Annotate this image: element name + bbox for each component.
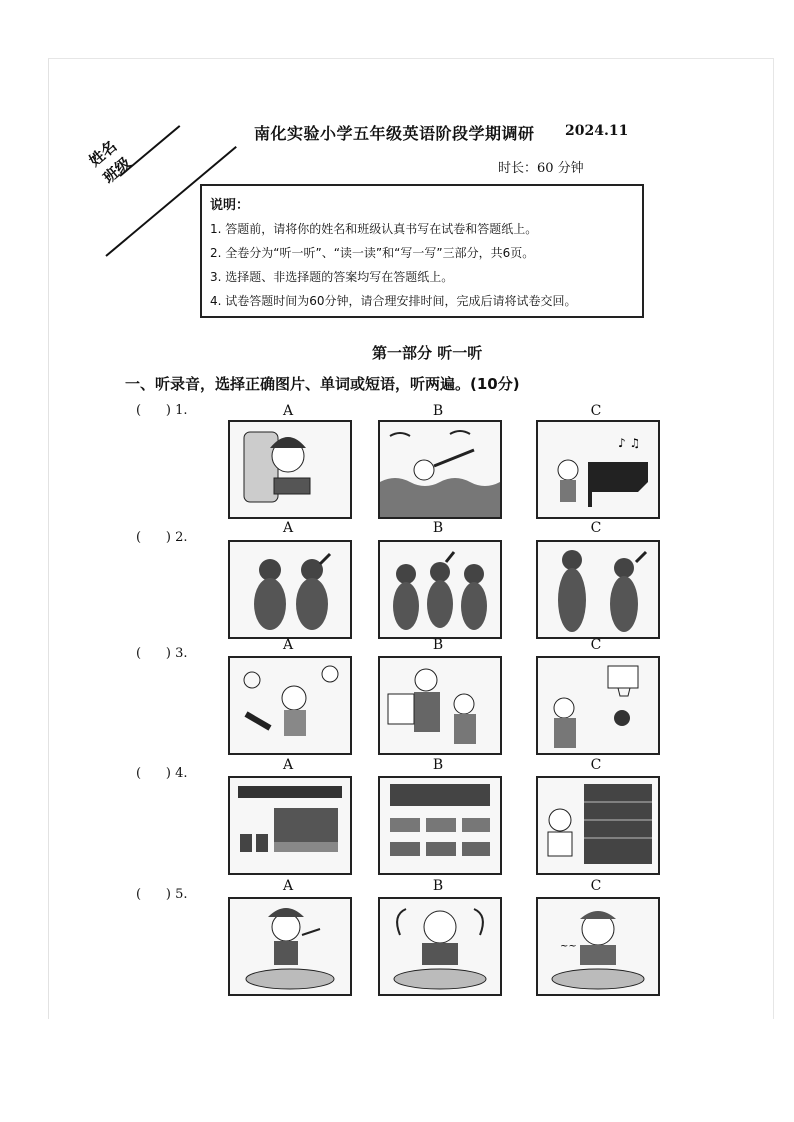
option-label: B: [432, 878, 444, 894]
name-label: 姓名: [85, 137, 121, 171]
children-drawing-icon: [378, 656, 502, 755]
instruction-line: 1. 答题前，请将你的姓名和班级认真书写在试卷和答题纸上。: [210, 222, 538, 236]
option-label: C: [590, 757, 602, 773]
question-number: ( ) 3.: [136, 646, 188, 661]
option-label: A: [282, 520, 294, 536]
question-number: ( ) 2.: [136, 530, 188, 545]
option-label: C: [590, 403, 602, 419]
option-label: C: [590, 520, 602, 536]
question-number: ( ) 4.: [136, 766, 188, 781]
part-title: 第一部分 听一听: [372, 344, 483, 362]
option-label: B: [432, 757, 444, 773]
instruction-line: 4. 试卷答题时间为60分钟，请合理安排时间，完成后请将试卷交回。: [210, 294, 577, 308]
boy-swimming-icon: [378, 420, 502, 519]
instruction-line: 2. 全卷分为“听一听”、“读一读”和“写一写”三部分，共6页。: [210, 246, 535, 260]
two-bears-icon: [228, 540, 352, 639]
instructions-heading: 说明：: [210, 198, 250, 213]
classroom-desks-icon: [378, 776, 502, 875]
class-label: 班级: [99, 153, 135, 187]
child-eating-icon: [536, 897, 660, 996]
girl-reading-icon: [228, 420, 352, 519]
option-label: C: [590, 878, 602, 894]
option-label: B: [432, 520, 444, 536]
instruction-line: 3. 选择题、非选择题的答案均写在答题纸上。: [210, 270, 454, 284]
exam-date: 2024.11: [565, 123, 629, 139]
instructions-box: [200, 184, 644, 318]
option-label: C: [590, 637, 602, 653]
section-title: 一、听录音，选择正确图片、单词或短语，听两遍。(10分): [125, 375, 520, 393]
question-number: ( ) 1.: [136, 403, 188, 418]
svg-text:♪ ♫: ♪ ♫: [618, 436, 641, 450]
option-label: A: [282, 403, 294, 419]
exam-duration: 时长：60 分钟: [498, 161, 584, 176]
boy-eating-icon: [378, 897, 502, 996]
option-label: A: [282, 637, 294, 653]
girl-playing-piano-icon: [536, 420, 660, 519]
svg-text:~~: ~~: [560, 941, 577, 952]
boy-playing-basketball-icon: [536, 656, 660, 755]
option-label: A: [282, 878, 294, 894]
girl-eating-icon: [228, 897, 352, 996]
music-room-icon: [228, 776, 352, 875]
option-label: B: [432, 403, 444, 419]
question-number: ( ) 5.: [136, 887, 188, 902]
library-shelves-icon: [536, 776, 660, 875]
option-label: A: [282, 757, 294, 773]
two-tall-bears-icon: [536, 540, 660, 639]
boy-playing-football-icon: [228, 656, 352, 755]
option-label: B: [432, 637, 444, 653]
three-bears-icon: [378, 540, 502, 639]
page-title: 南化实验小学五年级英语阶段学期调研: [254, 124, 535, 143]
